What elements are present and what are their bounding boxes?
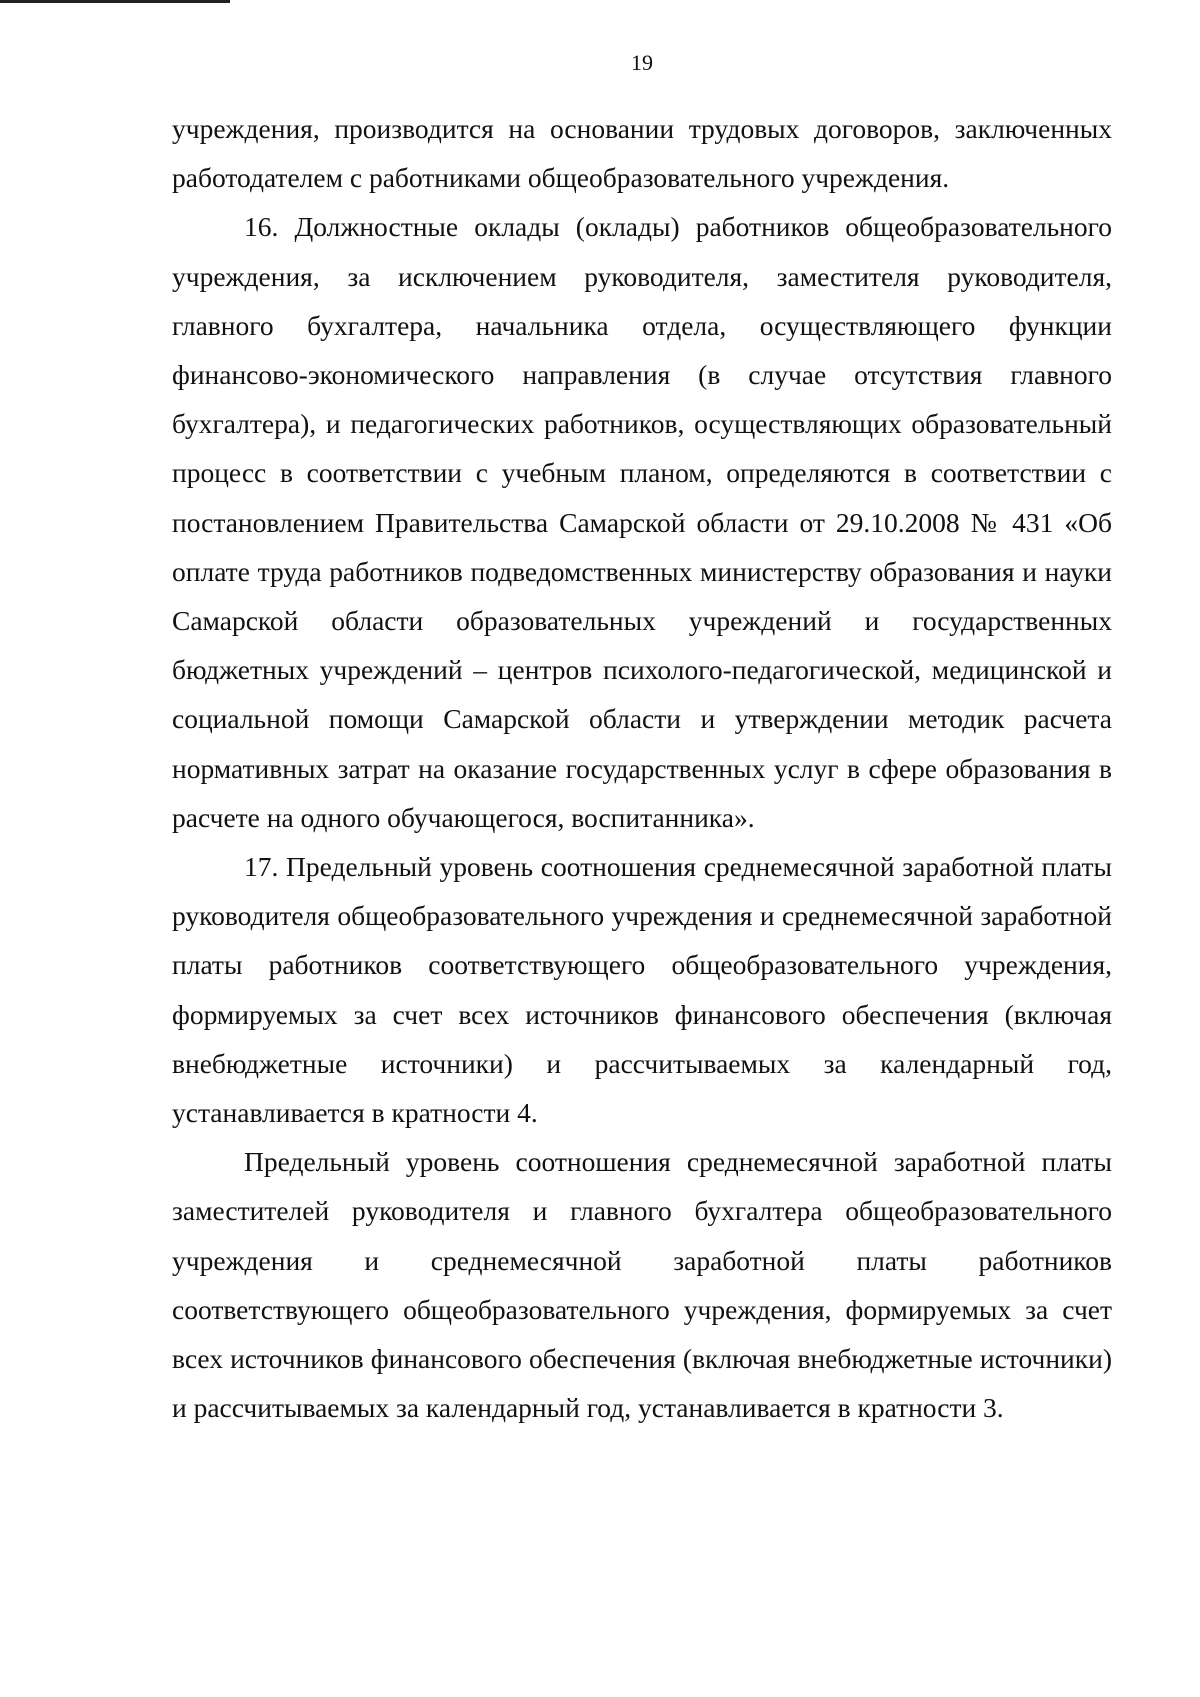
paragraph-continuation: учреждения, производится на основании трудовых договоров, заключенных работодателем с работниками общеобразовательного учреждения. [172,113,1112,194]
page-number: 19 [631,50,653,75]
document-body [172,104,1112,1432]
scan-edge-mark [0,0,230,3]
paragraph-item-16: 16. Должностные оклады (оклады) работников общеобразовательного учреждения, за исключением руководителя, заместителя руководителя, главного бухгалтера, начальника отдела, осуществляющего функции финансово-экономического направления (в случае отсутствия главного бухгалтера), и педагогических работников, осуществляющих образовательный процесс в соответствии с учебным планом, определяются в соответствии с постановлением Правительства Самарской области от 29.10.2008 № 431 «Об оплате труда работников подведомственных министерству образования и науки Самарской области образовательных учреждений и государственных бюджетных учреждений – центров психолого-педагогической, медицинской и социальной помощи Самарской области и утверждении методик расчета нормативных затрат на оказание государственных услуг в сфере образования в расчете на одного обучающегося, воспитанника». [172,211,1112,833]
paragraph-item-17-second: Предельный уровень соотношения среднемесячной заработной платы заместителей руководителя и главного бухгалтера общеобразовательного учреждения и среднемесячной заработной платы работников соответствующего общеобразовательного учреждения, формируемых за счет всех источников финансового обеспечения (включая внебюджетные источники) и рассчитываемых за календарный год, устанавливается в кратности 3. [172,1146,1112,1424]
paragraph-item-17: 17. Предельный уровень соотношения среднемесячной заработной платы руководителя общеобразовательного учреждения и среднемесячной заработной платы работников соответствующего общеобразовательного учреждения, формируемых за счет всех источников финансового обеспечения (включая внебюджетные источники) и рассчитываемых за календарный год, устанавливается в кратности 4. [172,851,1112,1129]
